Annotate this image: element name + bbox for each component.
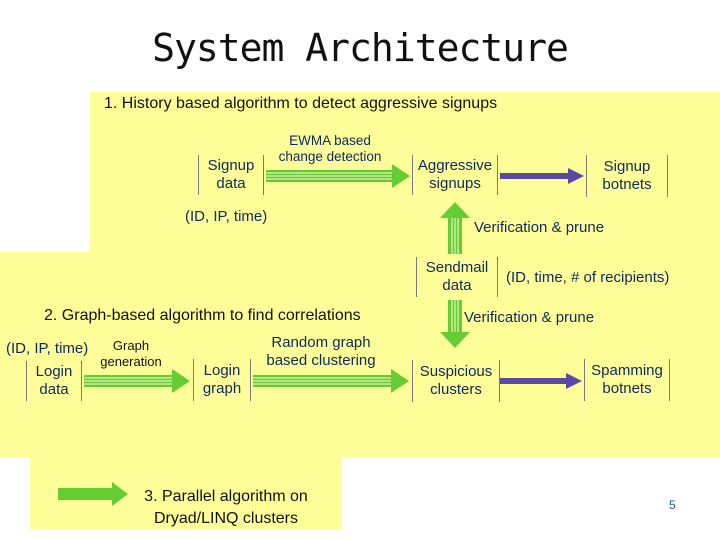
ewma-label: EWMA based change detection bbox=[278, 133, 382, 164]
graph-generation-label: Graph generation bbox=[100, 338, 162, 369]
section1-verification-label: Verification & prune bbox=[474, 219, 605, 236]
page-number: 5 bbox=[669, 498, 676, 512]
signup-data-label: Signup data bbox=[207, 157, 255, 192]
login-graph-label: Login graph bbox=[202, 362, 242, 397]
login-data-to-graph-arrow bbox=[84, 369, 190, 393]
section3-caption: 3. Parallel algorithm on Dryad/LINQ clusters bbox=[144, 488, 308, 527]
parallel-legend-arrow bbox=[58, 482, 128, 506]
sendmail-data-label: Sendmail data bbox=[425, 259, 489, 294]
graph-to-suspicious-arrow bbox=[253, 369, 409, 393]
page-title: System Architecture bbox=[152, 26, 568, 70]
spamming-botnets-label: Spamming botnets bbox=[591, 362, 663, 397]
signup-botnets-label: Signup botnets bbox=[602, 158, 652, 193]
login-data-label: Login data bbox=[35, 363, 73, 398]
section2-heading: 2. Graph-based algorithm to find correlations bbox=[44, 307, 361, 324]
aggressive-signups-label: Aggressive signups bbox=[417, 157, 493, 192]
sendmail-fields-label: (ID, time, # of recipients) bbox=[506, 269, 670, 286]
random-clustering-label: Random graph based clustering bbox=[266, 334, 376, 369]
section1-id-ip-time: (ID, IP, time) bbox=[185, 208, 268, 225]
suspicious-clusters-label: Suspicious clusters bbox=[419, 363, 493, 398]
sendmail-to-aggressive-arrow bbox=[440, 202, 470, 254]
signup-to-aggressive-arrow bbox=[266, 164, 410, 188]
section2-verification-label: Verification & prune bbox=[464, 309, 595, 326]
section2-id-ip-time: (ID, IP, time) bbox=[6, 340, 89, 357]
aggressive-to-botnets-arrow bbox=[500, 168, 584, 184]
sendmail-to-suspicious-arrow bbox=[440, 300, 470, 348]
section1-heading: 1. History based algorithm to detect aggressive signups bbox=[104, 95, 498, 112]
suspicious-to-spamming-arrow bbox=[500, 373, 582, 389]
